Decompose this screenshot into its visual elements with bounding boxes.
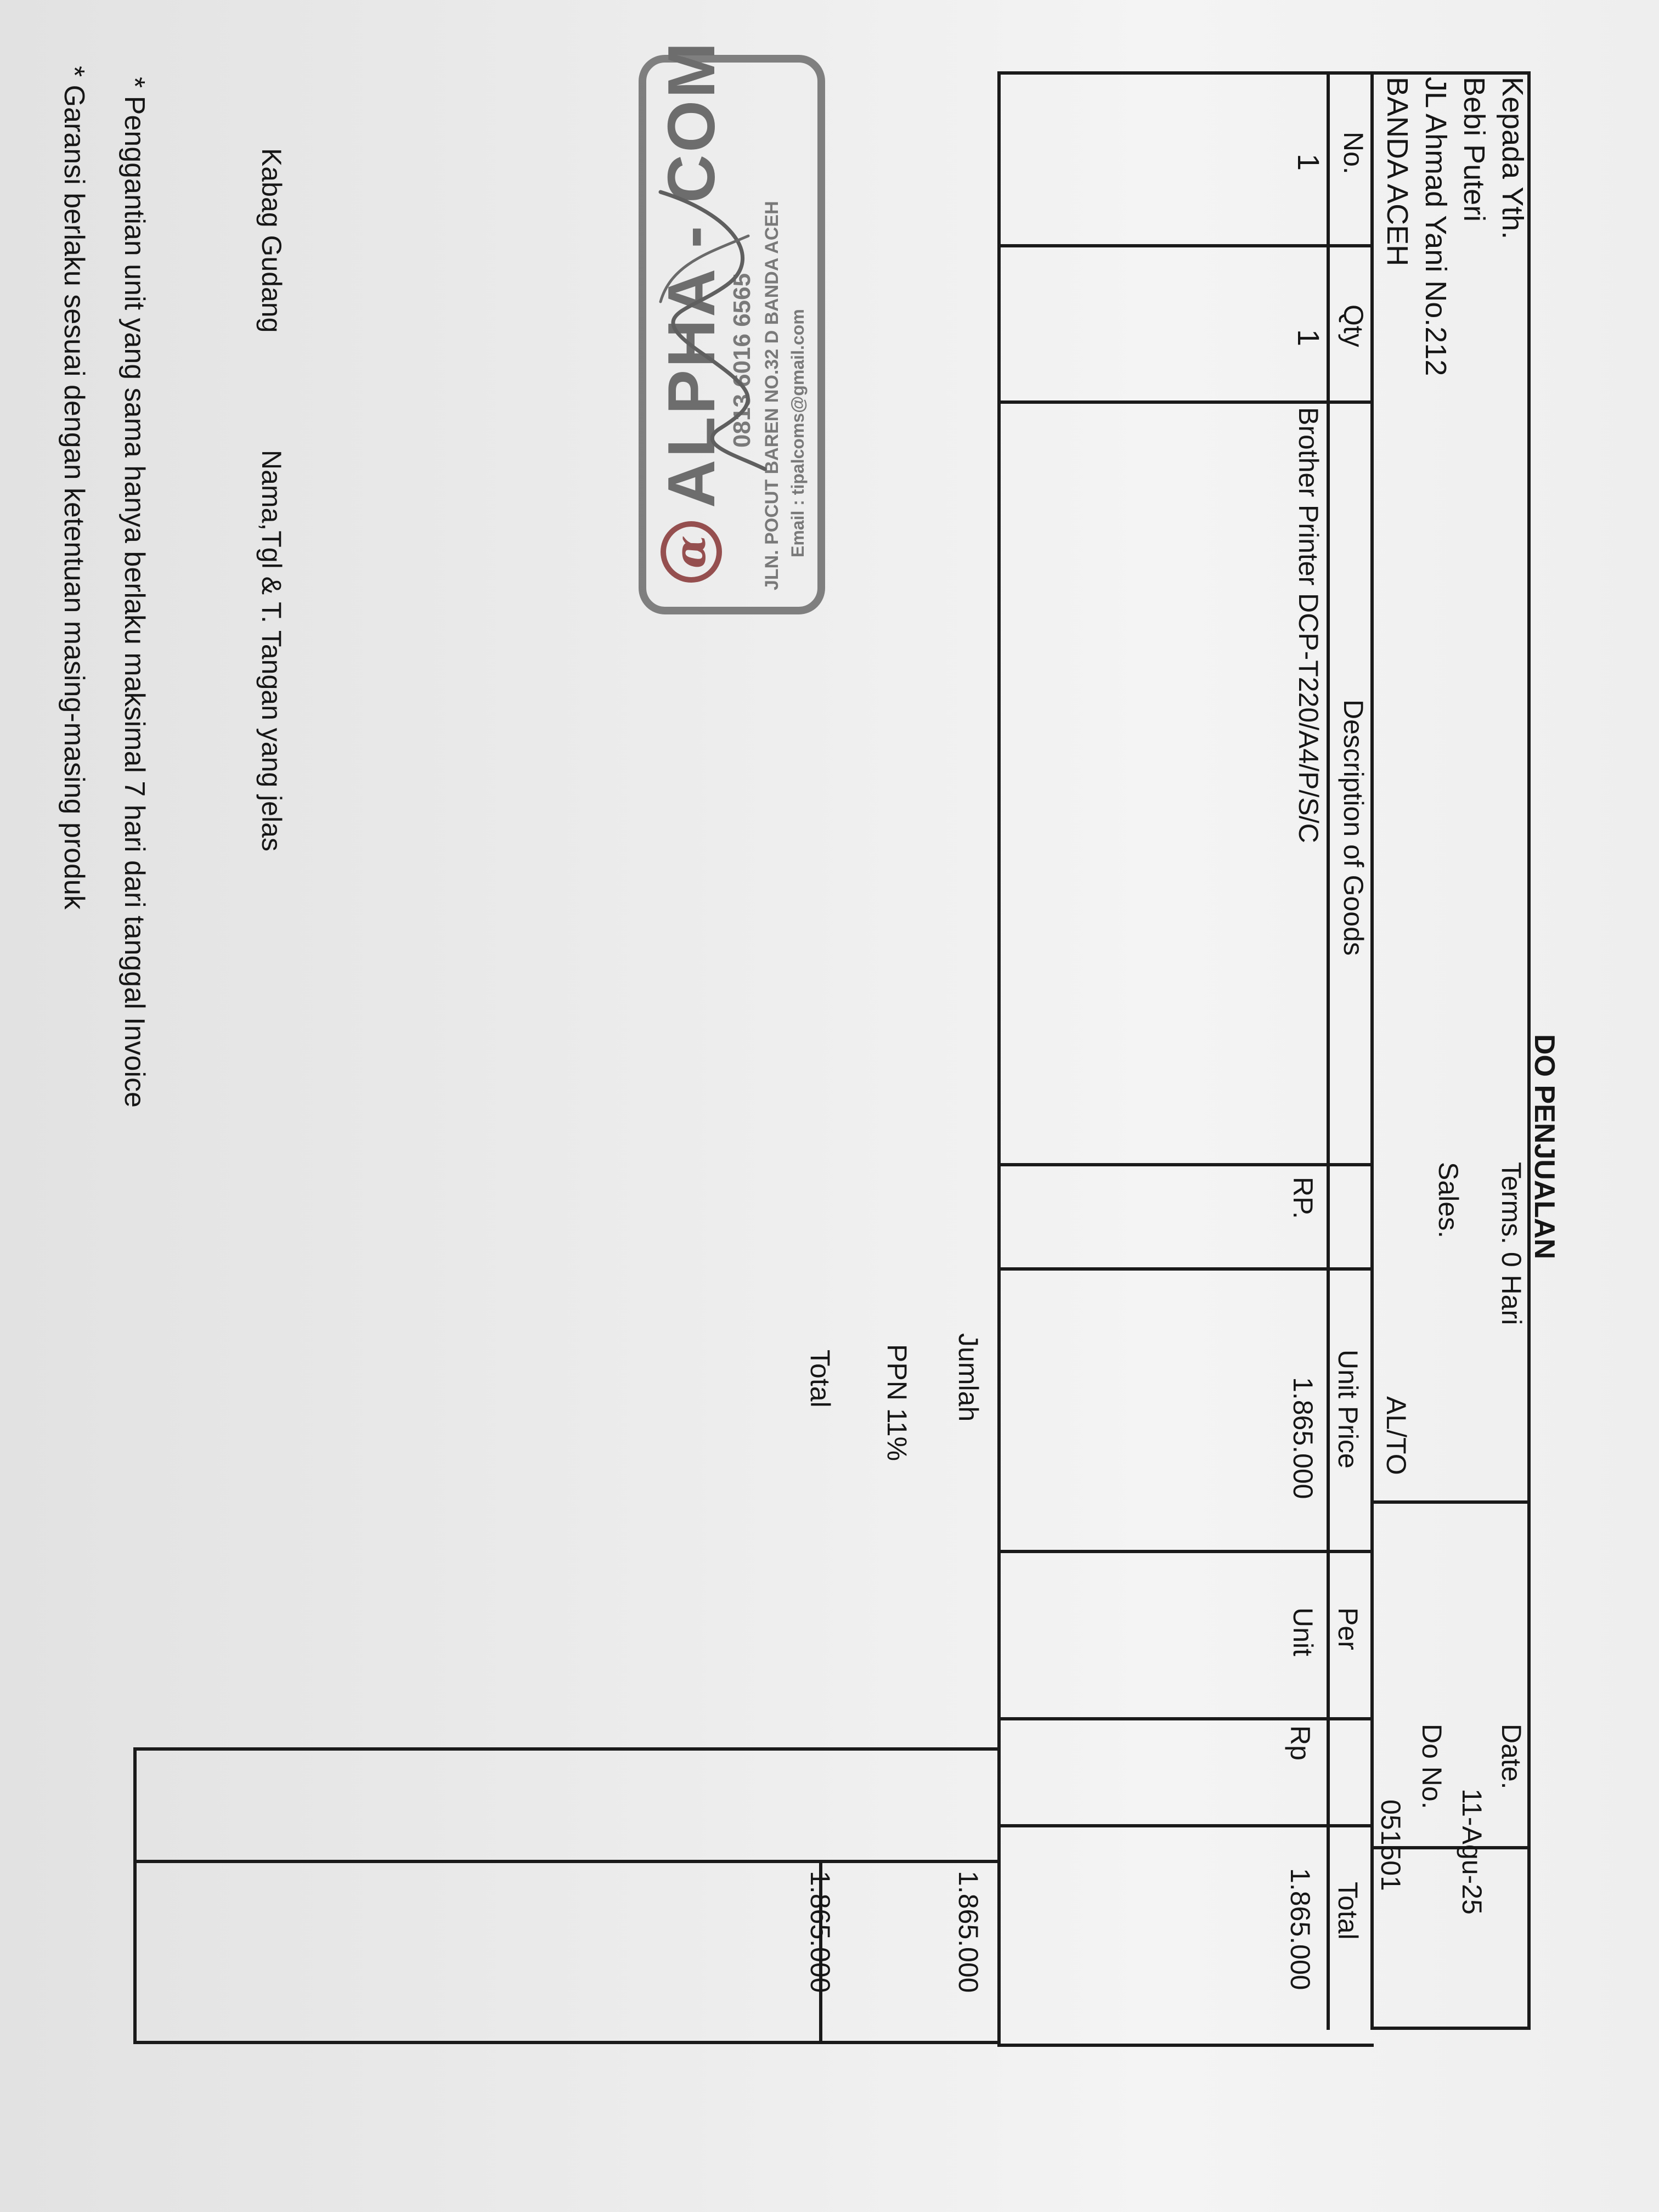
column-header-no: No.	[1338, 132, 1369, 174]
page-title: DO PENJUALAN	[1528, 1034, 1560, 1260]
item-total: 1.865.000	[1285, 1868, 1316, 1990]
summary-jumlah-label: Jumlah	[953, 1333, 984, 1422]
column-line-desc-price	[997, 1163, 1374, 1166]
stamp-company-name: ALPHA - COM	[654, 40, 729, 508]
terms-text: Terms. 0 Hari	[1496, 1162, 1527, 1325]
recipient-name: Bebi Puteri	[1458, 77, 1491, 222]
frame-right-line	[1370, 2027, 1531, 2030]
info-divider-1	[1374, 1500, 1531, 1504]
column-line-no-qty	[997, 244, 1374, 247]
summary-jumlah-value: 1.865.000	[953, 1871, 984, 1993]
recipient-address: JL Ahmad Yani No.212	[1419, 77, 1452, 376]
signature-label-right: Nama,Tgl & T. Tangan yang jelas	[256, 450, 287, 851]
summary-ppn-label: PPN 11%	[882, 1344, 912, 1462]
date-value: 11-Agu-25	[1457, 1788, 1487, 1915]
stamp-email: Email : tipalcoms@gmail.com	[788, 309, 808, 557]
signature-mark	[611, 170, 798, 477]
item-qty: 1	[1291, 329, 1326, 347]
stamp-address: JLN. POCUT BAREN NO.32 D BANDA ACEH	[761, 201, 782, 590]
item-per: Unit	[1288, 1607, 1318, 1656]
note-replacement: * Penggantian unit yang sama hanya berlaku maksimal 7 hari dari tanggal Invoice	[119, 77, 150, 1108]
recipient-label: Kepada Yth.	[1496, 77, 1529, 240]
do-no-value: 051501	[1375, 1799, 1406, 1891]
summary-total-value: 1.865.000	[805, 1871, 836, 1993]
column-line-price-per	[997, 1550, 1374, 1553]
column-header-per: Per	[1333, 1607, 1363, 1650]
summary-box-left	[134, 1747, 1001, 1751]
item-no: 1	[1291, 154, 1326, 171]
alpha-logo-icon: α	[661, 521, 722, 583]
column-line-qty-desc	[997, 400, 1374, 404]
delivery-order-sheet	[0, 40, 1560, 2063]
column-line-right	[997, 2044, 1374, 2047]
column-header-total: Total	[1333, 1882, 1363, 1940]
item-total-currency: Rp	[1285, 1725, 1316, 1760]
item-currency: RP.	[1288, 1177, 1318, 1219]
column-line-total-inner	[997, 1824, 1374, 1827]
table-header-top-line	[1370, 71, 1374, 2030]
summary-box-bottom	[133, 1747, 137, 2044]
summary-total-label: Total	[805, 1350, 836, 1408]
recipient-city: BANDA ACEH	[1381, 77, 1414, 267]
summary-box-right	[134, 2041, 1001, 2044]
item-unit-price: 1.865.000	[1288, 1377, 1318, 1499]
date-label: Date.	[1496, 1724, 1527, 1790]
frame-left-line	[1370, 71, 1531, 75]
sales-label: Sales.	[1433, 1162, 1464, 1238]
do-no-label: Do No.	[1417, 1724, 1447, 1809]
column-line-per-total	[997, 1717, 1374, 1720]
column-line-left	[997, 71, 1374, 75]
stamp-phone: 0813 6016 6565	[729, 273, 755, 448]
column-header-description: Description of Goods	[1338, 699, 1369, 956]
note-warranty: * Garansi berlaku sesuai dengan ketentuan masing-masing produk	[58, 66, 90, 910]
signature-label-left: Kabag Gudang	[256, 148, 287, 333]
item-description: Brother Printer DCP-T220/A4/P/S/C	[1293, 407, 1324, 843]
column-header-unit-price: Unit Price	[1333, 1350, 1363, 1469]
summary-box-inner-left	[134, 1860, 1001, 1863]
column-line-price-inner	[997, 1267, 1374, 1271]
sales-value: AL/TO	[1381, 1396, 1412, 1475]
column-header-qty: Qty	[1338, 304, 1369, 347]
column-header-bottom-line	[1327, 71, 1330, 2030]
